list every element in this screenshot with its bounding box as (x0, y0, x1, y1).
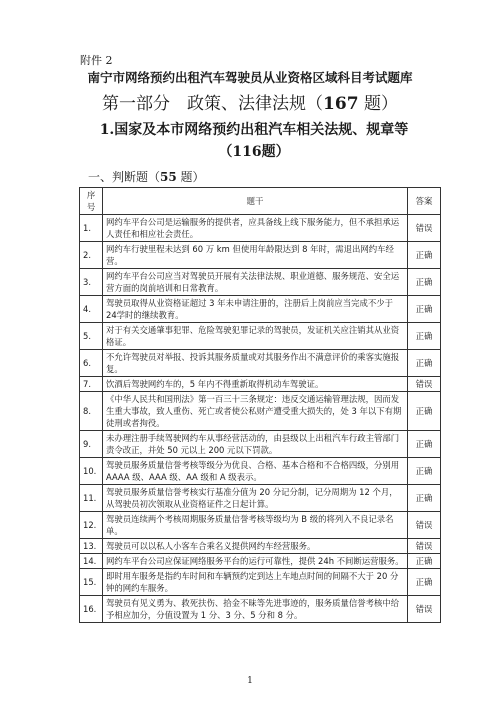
page-number: 1 (247, 676, 253, 686)
part-heading (60, 89, 440, 114)
question-text: 驾驶员连续两个考核周期服务质量信誉考核等级均为 B 级的将列入不良记录名单。 (103, 512, 408, 539)
question-text: 网约车平台公司是运输服务的提供者，应具备线上线下服务能力，但不承担承运人责任和相应社会责任。 (103, 215, 408, 242)
question-text: 未办理注册手续驾驶网约车从事经营活动的，由县级以上出租汽车行政主管部门责令改正，并处 50 元以上 200 元以下罚款。 (103, 431, 408, 458)
row-number: 14. (80, 554, 103, 569)
answer-cell: 正确 (408, 350, 441, 377)
question-text: 驾驶员有见义勇为、救死扶伤、拾金不昧等先进事迹的，服务质量信誉考核中给予相应加分，分值设置为 1 分、3 分、5 分和 8 分。 (103, 596, 408, 623)
question-text: 驾驶员服务质量信誉考核实行基准分值为 20 分记分制，记分周期为 12 个月，从驾驶员初次领取从业资格证件之日起计算。 (103, 485, 408, 512)
row-number: 9. (80, 431, 103, 458)
table-row (80, 554, 441, 569)
answer-cell: 错误 (408, 215, 441, 242)
header-question: 题干 (103, 188, 408, 215)
row-number: 13. (80, 539, 103, 554)
answer-cell: 正确 (408, 569, 441, 596)
table-row (80, 350, 441, 377)
table-row (80, 377, 441, 392)
section-heading-text: 一、判断题（ (88, 170, 161, 184)
question-text: 对于有关交通肇事犯罪、危险驾驶犯罪记录的驾驶员，发证机关应注销其从业资格证。 (103, 323, 408, 350)
row-number: 5. (80, 323, 103, 350)
answer-cell: 正确 (408, 458, 441, 485)
document-title: 南宁市网络预约出租汽车驾驶员从业资格区域科目考试题库 (87, 70, 413, 85)
table-row (80, 539, 441, 554)
table-row (80, 596, 441, 623)
table-row (80, 485, 441, 512)
answer-cell: 错误 (408, 539, 441, 554)
row-number: 10. (80, 458, 103, 485)
answer-cell: 正确 (408, 296, 441, 323)
question-text: 饮酒后驾驶网约车的，5 年内不得重新取得机动车驾驶证。 (103, 377, 408, 392)
answer-cell: 正确 (408, 392, 441, 431)
question-text: 驾驶员取得从业资格证超过 3 年未申请注册的，注册后上岗前应当完成不少于 24学时的继续教育。 (103, 296, 408, 323)
answer-cell: 错误 (408, 512, 441, 539)
question-text: 即时用车服务是指约车时间和车辆预约定到达上车地点时间的间隔不大于 20 分钟的网约车服务。 (103, 569, 408, 596)
part-heading-suffix: 题） (358, 94, 398, 114)
section-heading (88, 168, 205, 185)
row-number: 1. (80, 215, 103, 242)
part-question-count: 167 (323, 94, 359, 114)
table-row (80, 569, 441, 596)
table-row (80, 242, 441, 269)
table-row (80, 296, 441, 323)
table-row (80, 323, 441, 350)
question-text: 网约车行驶里程未达到 60 万 km 但使用年龄限达到 8 年时，需退出网约车经营。 (103, 242, 408, 269)
question-text: 网约车平台公司应当对驾驶员开展有关法律法规、职业道德、服务规范、安全运营方面的岗前培训和日常教育。 (103, 269, 408, 296)
question-text: 驾驶员服务质量信誉考核等级分为优良、合格、基本合格和不合格四级，分别用 AAAA 级、AAA 级、AA 级和 A 级表示。 (103, 458, 408, 485)
question-text: 《中华人民共和国刑法》第一百三十三条规定：违反交通运输管理法规，因而发生重大事故，致人重伤、死亡或者使公私财产遭受重大损失的，处 3 年以下有期徒刑或者拘役。 (103, 392, 408, 431)
section-heading-suffix: 题） (176, 170, 205, 184)
header-answer: 答案 (408, 188, 441, 215)
question-table (79, 187, 441, 623)
table-row (80, 431, 441, 458)
row-number: 3. (80, 269, 103, 296)
row-number: 6. (80, 350, 103, 377)
row-number: 2. (80, 242, 103, 269)
answer-cell: 正确 (408, 269, 441, 296)
table-row (80, 392, 441, 431)
question-text: 驾驶员可以以私人小客车合乘名义提供网约车经营服务。 (103, 539, 408, 554)
question-text: 不允许驾驶员对举报、投诉其服务质量或对其服务作出不满意评价的乘客实施报复。 (103, 350, 408, 377)
table-row (80, 458, 441, 485)
row-number: 16. (80, 596, 103, 623)
answer-cell: 正确 (408, 485, 441, 512)
row-number: 11. (80, 485, 103, 512)
part-heading-text: 第一部分 政策、法律法规（ (102, 94, 324, 114)
table-row (80, 215, 441, 242)
answer-cell: 正确 (408, 431, 441, 458)
row-number: 4. (80, 296, 103, 323)
answer-cell: 正确 (408, 554, 441, 569)
answer-cell: 错误 (408, 377, 441, 392)
header-number: 序号 (80, 188, 103, 215)
question-text: 网约车平台公司应保证网络服务平台的运行可靠性，提供 24h 不间断运营服务。 (103, 554, 408, 569)
table-row (80, 512, 441, 539)
row-number: 12. (80, 512, 103, 539)
answer-cell: 正确 (408, 323, 441, 350)
section-question-count: 55 (160, 170, 177, 184)
row-number: 15. (80, 569, 103, 596)
table-row (80, 269, 441, 296)
answer-cell: 正确 (408, 242, 441, 269)
chapter-heading: 1.国家及本市网络预约出租汽车相关法规、规章等（116题） (99, 122, 409, 160)
attachment-label: 附件 2 (80, 54, 113, 67)
answer-cell: 错误 (408, 596, 441, 623)
table-header-row (80, 188, 441, 215)
row-number: 8. (80, 392, 103, 431)
row-number: 7. (80, 377, 103, 392)
